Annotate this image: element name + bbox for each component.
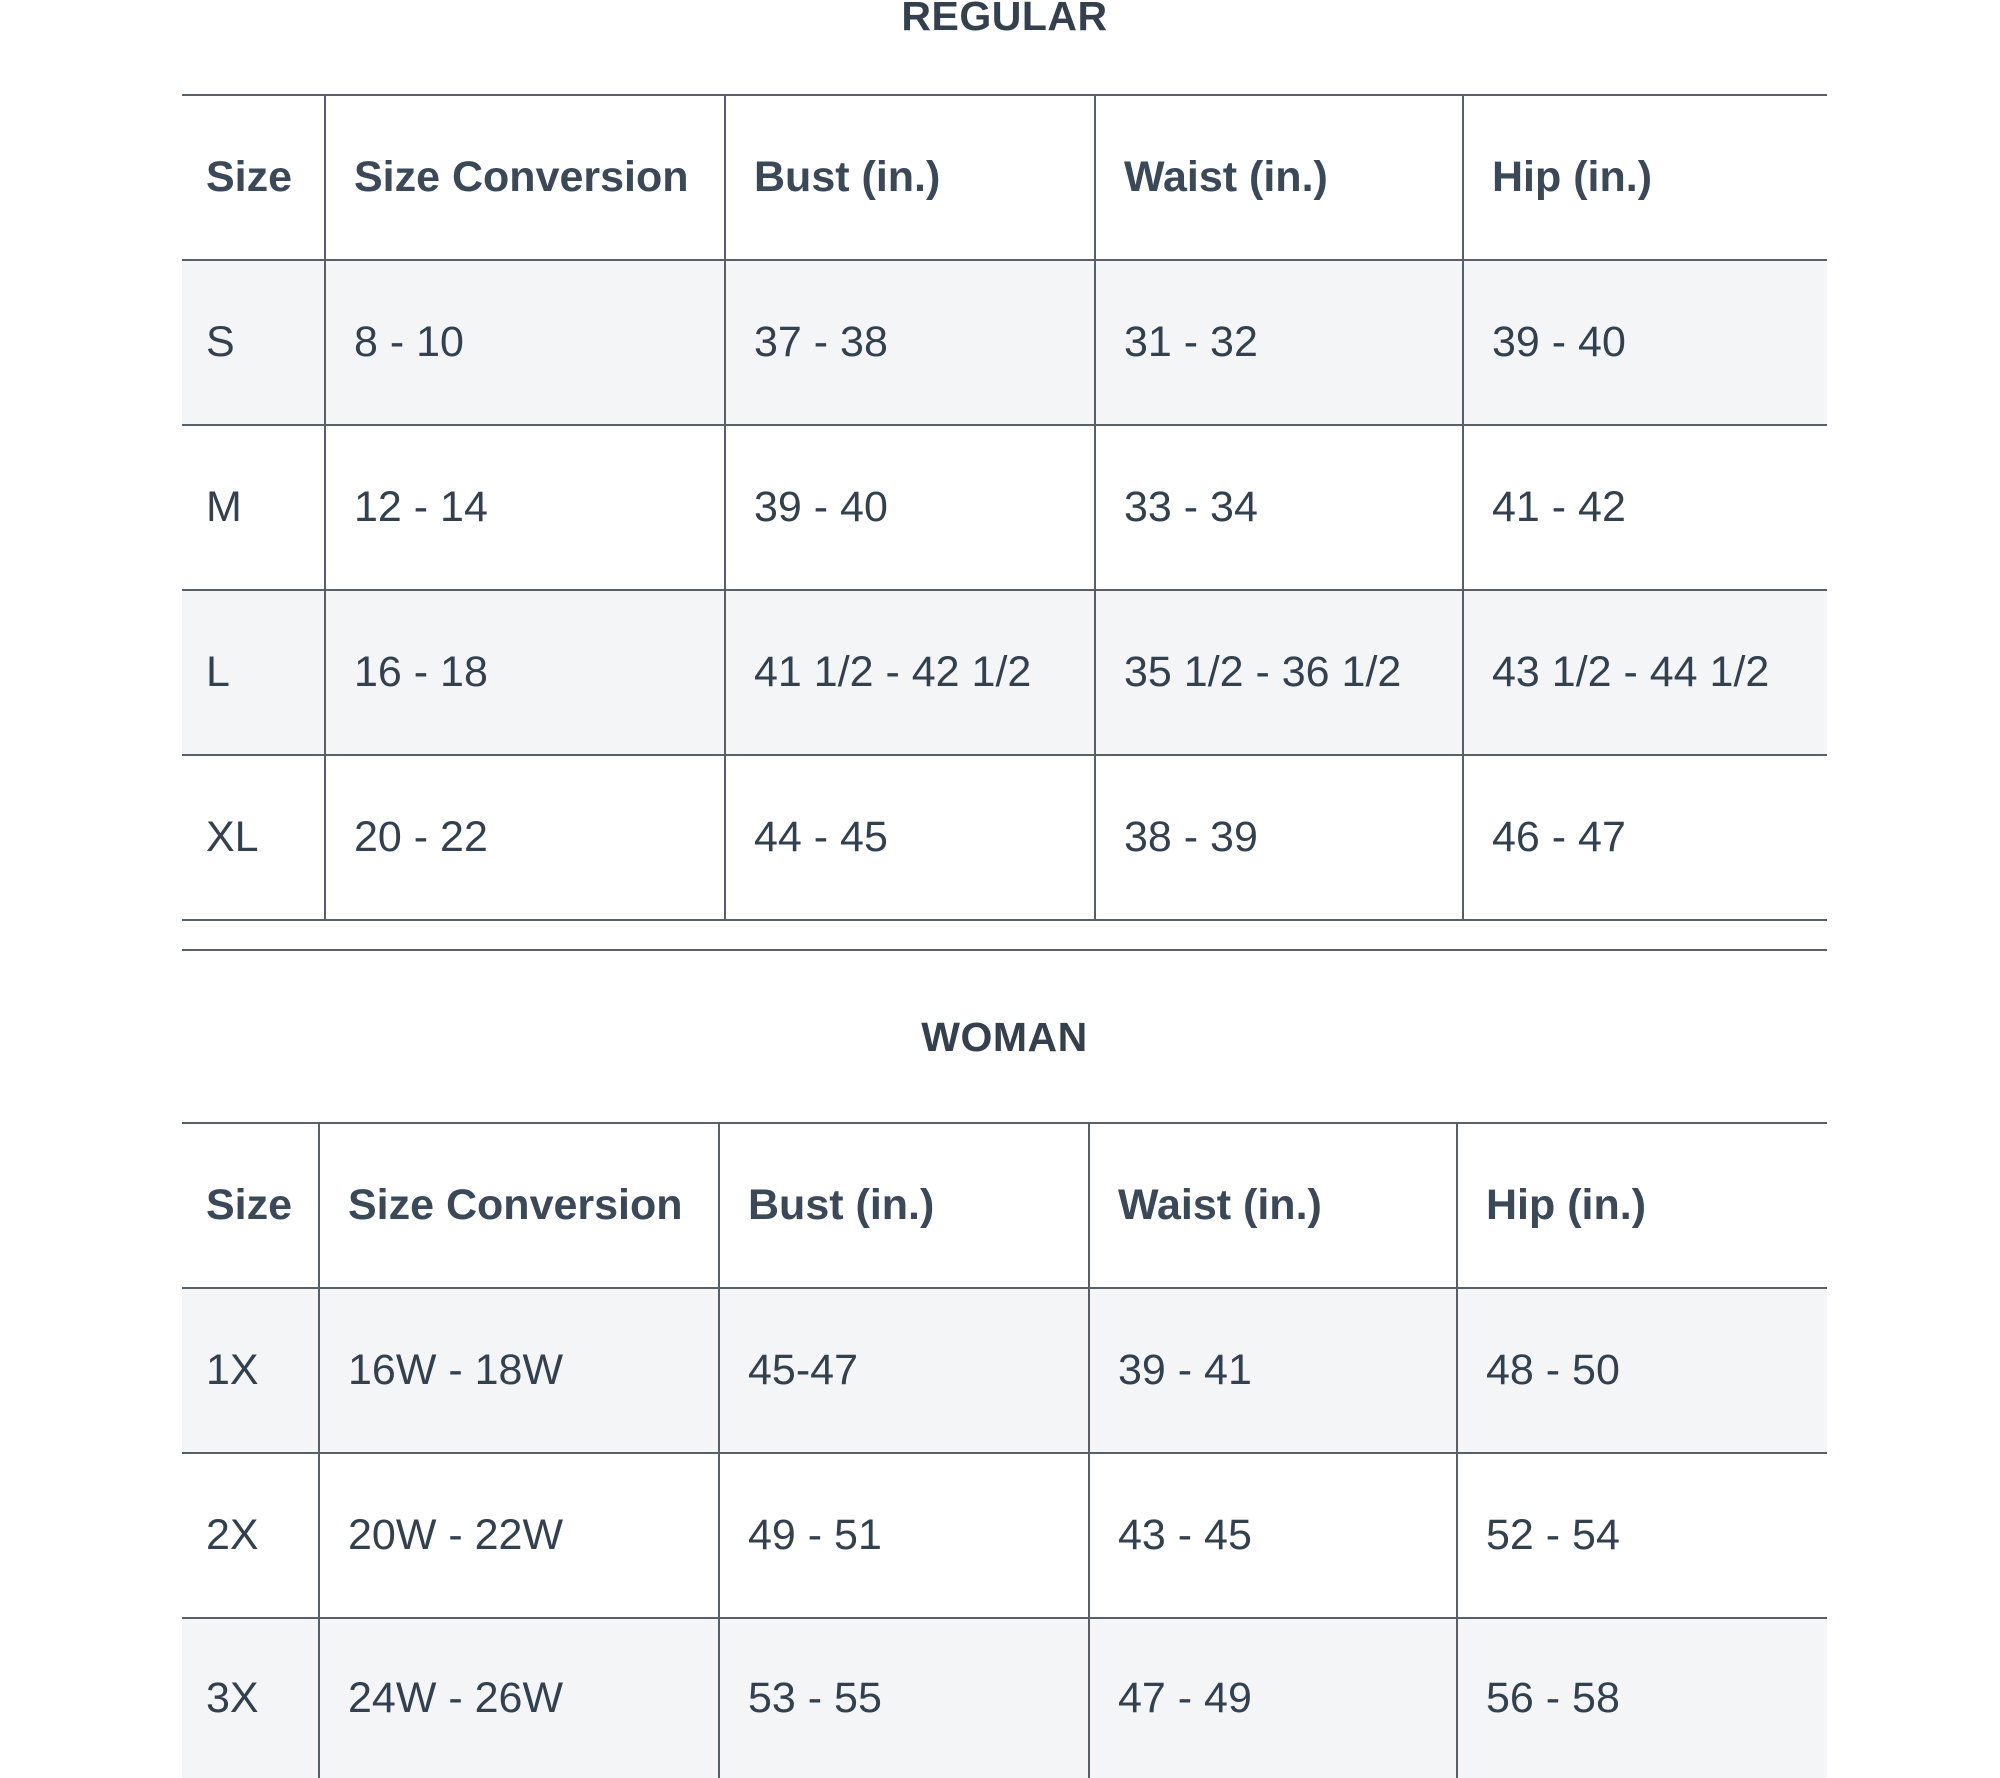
cell-hip: 46 - 47 [1463,755,1827,920]
cell-hip: 41 - 42 [1463,425,1827,590]
header-waist: Waist (in.) [1089,1123,1457,1288]
cell-size-conversion: 16 - 18 [325,590,725,755]
header-size: Size [182,95,325,260]
cell-size: XL [182,755,325,920]
header-hip: Hip (in.) [1463,95,1827,260]
cell-waist: 38 - 39 [1095,755,1463,920]
woman-section-title: WOMAN [921,1014,1088,1060]
header-size-conversion: Size Conversion [319,1123,719,1288]
cell-waist: 47 - 49 [1089,1618,1457,1778]
cell-size-conversion: 20W - 22W [319,1453,719,1618]
woman-size-table [182,1122,1827,1778]
cell-size-conversion: 12 - 14 [325,425,725,590]
cell-size: 2X [182,1453,319,1618]
table-row [182,590,1827,755]
cell-bust: 39 - 40 [725,425,1095,590]
section-divider [182,949,1827,951]
header-hip: Hip (in.) [1457,1123,1827,1288]
cell-bust: 45-47 [719,1288,1089,1453]
cell-waist: 43 - 45 [1089,1453,1457,1618]
cell-bust: 44 - 45 [725,755,1095,920]
header-size: Size [182,1123,319,1288]
cell-size-conversion: 16W - 18W [319,1288,719,1453]
header-waist: Waist (in.) [1095,95,1463,260]
cell-size: M [182,425,325,590]
table-row [182,755,1827,920]
cell-waist: 35 1/2 - 36 1/2 [1095,590,1463,755]
header-size-conversion: Size Conversion [325,95,725,260]
table-row [182,260,1827,425]
regular-size-table [182,94,1827,921]
table-row [182,1618,1827,1778]
cell-hip: 48 - 50 [1457,1288,1827,1453]
cell-hip: 43 1/2 - 44 1/2 [1463,590,1827,755]
table-header-row [182,95,1827,260]
cell-size-conversion: 24W - 26W [319,1618,719,1778]
cell-waist: 39 - 41 [1089,1288,1457,1453]
cell-waist: 33 - 34 [1095,425,1463,590]
cell-size: S [182,260,325,425]
table-row [182,425,1827,590]
cell-waist: 31 - 32 [1095,260,1463,425]
header-bust: Bust (in.) [719,1123,1089,1288]
cell-bust: 37 - 38 [725,260,1095,425]
cell-size: 1X [182,1288,319,1453]
table-row [182,1453,1827,1618]
table-header-row [182,1123,1827,1288]
cell-hip: 52 - 54 [1457,1453,1827,1618]
cell-size-conversion: 20 - 22 [325,755,725,920]
table-row [182,1288,1827,1453]
cell-bust: 41 1/2 - 42 1/2 [725,590,1095,755]
cell-size: L [182,590,325,755]
header-bust: Bust (in.) [725,95,1095,260]
cell-size: 3X [182,1618,319,1778]
cell-hip: 39 - 40 [1463,260,1827,425]
cell-size-conversion: 8 - 10 [325,260,725,425]
cell-bust: 53 - 55 [719,1618,1089,1778]
cell-bust: 49 - 51 [719,1453,1089,1618]
cell-hip: 56 - 58 [1457,1618,1827,1778]
regular-section-title: REGULAR [901,0,1108,39]
